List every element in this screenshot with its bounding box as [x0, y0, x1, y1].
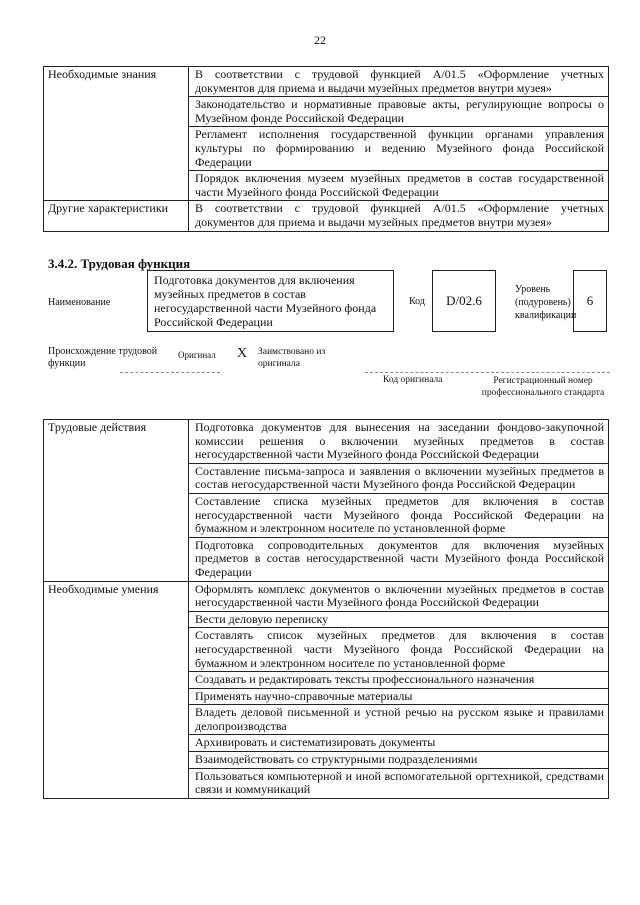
table-row	[44, 420, 609, 464]
table-cell: Владеть деловой письменной и устной речью на русском языке и правилами делопроизводства	[189, 705, 609, 735]
table-row	[44, 201, 609, 231]
original-code-label: Код оригинала	[383, 375, 443, 385]
row-label-other: Другие характеристики	[44, 201, 189, 231]
table-cell: Порядок включения музеем музейных предметов в состав государственной части Музейного фонда Российской Федерации	[189, 171, 609, 201]
section-heading: 3.4.2. Трудовая функция	[48, 256, 191, 271]
row-label-knowledge: Необходимые знания	[44, 67, 189, 201]
function-code: D/02.6	[432, 270, 496, 332]
table-cell: Составление письма-запроса и заявления о включении музейных предметов в состав негосударственной части Музейного фонда Российской Федерации	[189, 463, 609, 493]
origin-divider	[120, 372, 220, 373]
function-name: Подготовка документов для включения музейных предметов в состав негосударственной части Музейного фонда Российской Федерации	[147, 270, 394, 332]
table-cell: Применять научно-справочные материалы	[189, 688, 609, 705]
table-cell: В соответствии с трудовой функцией А/01.5 «Оформление учетных документов для приема и выдачи музейных предметов внутри музея»	[189, 67, 609, 97]
table-cell: В соответствии с трудовой функцией А/01.5 «Оформление учетных документов для приема и выдачи музейных предметов внутри музея»	[189, 201, 609, 231]
table-row	[44, 581, 609, 611]
level-label: Уровень (подуровень) квалификации	[515, 284, 577, 321]
table-cell: Законодательство и нормативные правовые акты, регулирующие вопросы о Музейном фонде Российской Федерации	[189, 97, 609, 127]
origin-divider	[365, 372, 610, 373]
table-cell: Архивировать и систематизировать документы	[189, 735, 609, 752]
table-cell: Составлять список музейных предметов для включения в состав негосударственной части Музейного фонда Российской Федерации на бумажном и электронном носителе по установленной форме	[189, 628, 609, 672]
table-cell: Регламент исполнения государственной функции органами управления культуры по формированию и ведению Музейного фонда Российской Федерации	[189, 127, 609, 171]
borrowed-label: Заимствовано из оригинала	[258, 347, 326, 369]
name-label: Наименование	[48, 297, 111, 308]
table-cell: Подготовка документов для вынесения на заседании фондово-закупочной комиссии решения о включении музейных предметов в состав негосударственной части Музейного фонда Российской Федерации	[189, 420, 609, 464]
table-cell: Создавать и редактировать тексты профессионального назначения	[189, 672, 609, 689]
actions-skills-table	[43, 419, 609, 799]
original-label: Оригинал	[178, 350, 216, 360]
original-mark: X	[237, 346, 248, 361]
table-row	[44, 67, 609, 97]
code-label: Код	[409, 296, 425, 307]
knowledge-table	[43, 66, 609, 232]
table-cell: Подготовка сопроводительных документов для включения музейных предметов в состав негосударственной части Музейного фонда Российской Федерации	[189, 537, 609, 581]
row-label-actions: Трудовые действия	[44, 420, 189, 582]
row-label-skills: Необходимые умения	[44, 581, 189, 798]
table-cell: Пользоваться компьютерной и иной вспомогательной оргтехникой, средствами связи и коммуникаций	[189, 768, 609, 798]
table-cell: Составление списка музейных предметов для включения в состав негосударственной части Музейного фонда Российской Федерации на бумажном и электронном носителе по установленной форме	[189, 493, 609, 537]
reg-number-label: Регистрационный номер профессионального стандарта	[481, 376, 605, 398]
origin-label: Происхождение трудовой функции	[48, 346, 158, 369]
table-cell: Взаимодействовать со структурными подразделениями	[189, 752, 609, 769]
table-cell: Оформлять комплекс документов о включении музейных предметов в состав негосударственной части Музейного фонда Российской Федерации	[189, 581, 609, 611]
qualification-level: 6	[573, 270, 607, 332]
page-number: 22	[314, 33, 326, 47]
table-cell: Вести деловую переписку	[189, 611, 609, 628]
